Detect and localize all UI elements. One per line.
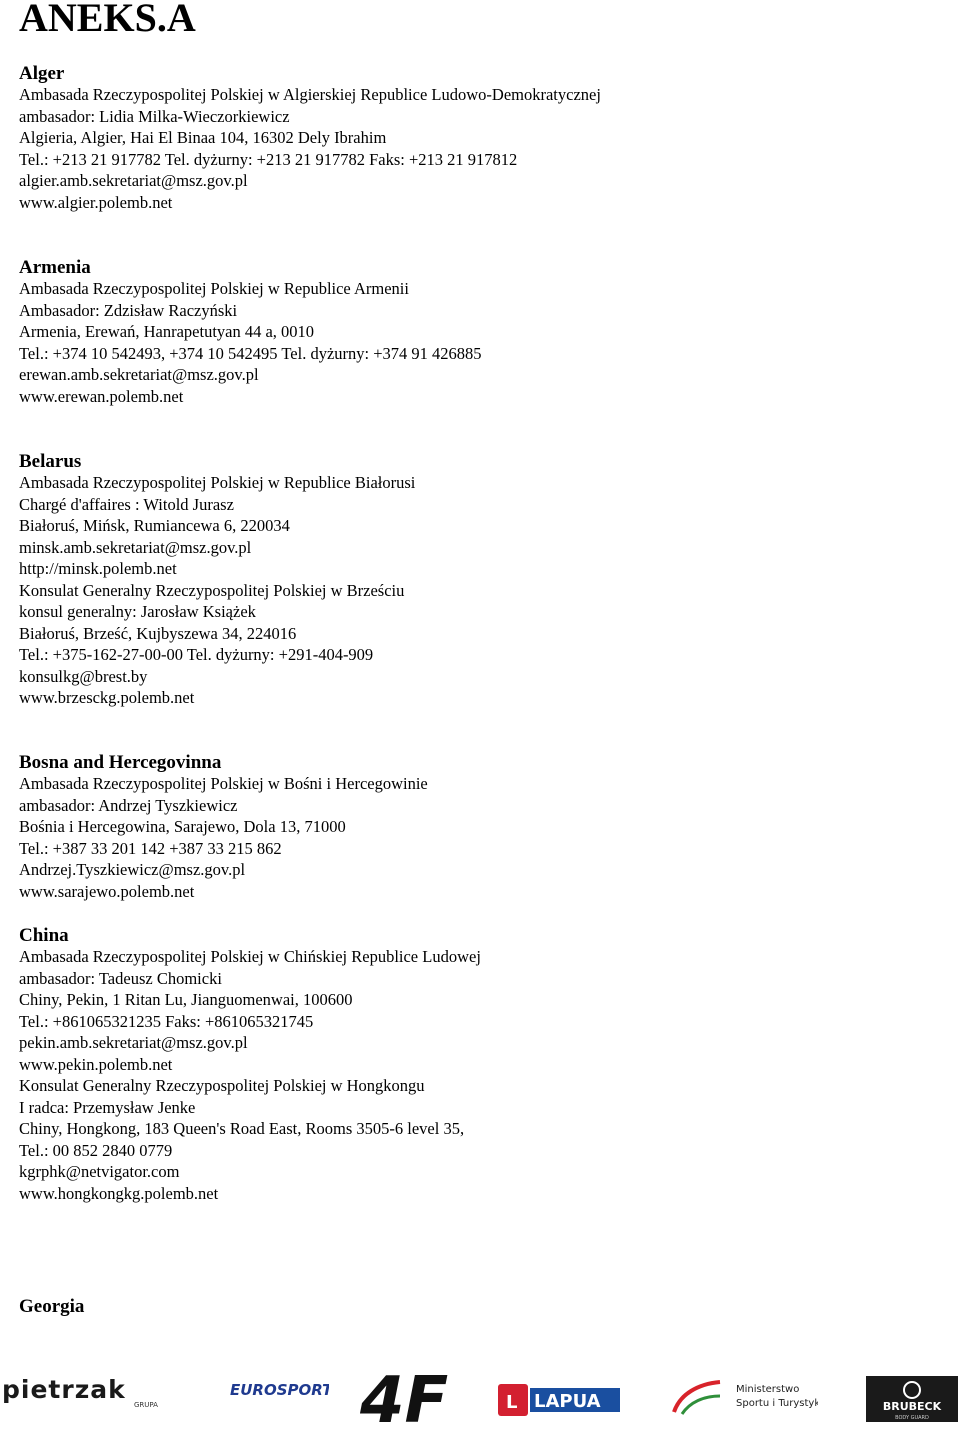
consulate-address: Chiny, Hongkong, 183 Queen's Road East, Rooms 3505-6 level 35, xyxy=(19,1119,465,1138)
svg-text:L: L xyxy=(506,1392,518,1413)
lapua-logo xyxy=(498,1380,622,1420)
consul-general: konsul generalny: Jarosław Książek xyxy=(19,602,256,621)
embassy-name: Ambasada Rzeczypospolitej Polskiej w Chińskiej Republice Ludowej xyxy=(19,947,481,966)
charge-daffaires: Chargé d'affaires : Witold Jurasz xyxy=(19,494,234,514)
ambassador: Ambasador: Zdzisław Raczyński xyxy=(19,300,238,320)
phone: Tel.: +374 10 542493, +374 10 542495 Tel. dyżurny: +374 91 426885 xyxy=(19,343,482,363)
ministry-name-line1: Ministerstwo xyxy=(736,1384,800,1395)
brubeck-wordmark: BRUBECK xyxy=(882,1400,942,1413)
4f-logo xyxy=(360,1362,465,1426)
section-alger xyxy=(19,63,939,213)
section-belarus xyxy=(19,451,939,709)
section-bosnia xyxy=(19,752,939,902)
consulate-email-link[interactable]: kgrphk@netvigator.com xyxy=(19,1162,180,1181)
email-link[interactable]: pekin.amb.sekretariat@msz.gov.pl xyxy=(19,1033,248,1052)
pietrzak-subtitle: GRUPA xyxy=(134,1401,158,1408)
consulate-email-link[interactable]: konsulkg@brest.by xyxy=(19,666,148,686)
website-link[interactable]: www.algier.polemb.net xyxy=(19,192,173,212)
section-china xyxy=(19,925,939,1204)
email-link[interactable]: algier.amb.sekretariat@msz.gov.pl xyxy=(19,171,248,190)
section-heading: Georgia xyxy=(19,1296,85,1317)
phone: Tel.: +213 21 917782 Tel. dyżurny: +213 21 917782 Faks: +213 21 917812 xyxy=(19,149,518,169)
section-armenia xyxy=(19,257,939,407)
pietrzak-wordmark: pietrzak xyxy=(2,1376,126,1404)
eurosport-logo xyxy=(229,1378,329,1400)
4f-wordmark: 4F xyxy=(360,1364,449,1426)
email-link[interactable]: erewan.amb.sekretariat@msz.gov.pl xyxy=(19,365,259,384)
section-heading: Alger xyxy=(19,63,65,84)
pietrzak-logo xyxy=(0,1376,180,1408)
section-heading: Bosna and Hercegovinna xyxy=(19,752,222,773)
page-title: ANEKS.A xyxy=(19,0,196,40)
ministry-logo xyxy=(668,1374,818,1418)
embassy-name: Ambasada Rzeczypospolitej Polskiej w Republice Armenii xyxy=(19,279,409,298)
ambassador: ambasador: Lidia Milka-Wieczorkiewicz xyxy=(19,106,290,126)
website-link[interactable]: www.erewan.polemb.net xyxy=(19,386,184,406)
consulate-website-link[interactable]: www.hongkongkg.polemb.net xyxy=(19,1183,219,1203)
brubeck-logo xyxy=(866,1376,958,1422)
embassy-name: Ambasada Rzeczypospolitej Polskiej w Algierskiej Republice Ludowo-Demokratycznej xyxy=(19,85,601,104)
website-link[interactable]: www.pekin.polemb.net xyxy=(19,1054,173,1074)
embassy-name: Ambasada Rzeczypospolitej Polskiej w Bośni i Hercegowinie xyxy=(19,774,428,793)
consulate-phone: Tel.: 00 852 2840 0779 xyxy=(19,1140,173,1160)
ministry-name-line2: Sportu i Turystyki xyxy=(736,1398,818,1409)
ambassador: ambasador: Andrzej Tyszkiewicz xyxy=(19,795,238,815)
address: Białoruś, Mińsk, Rumiancewa 6, 220034 xyxy=(19,516,290,535)
consulate-address: Białoruś, Brześć, Kujbyszewa 34, 224016 xyxy=(19,623,297,643)
section-heading: China xyxy=(19,925,69,946)
ambassador: ambasador: Tadeusz Chomicki xyxy=(19,968,222,988)
website-link[interactable]: www.sarajewo.polemb.net xyxy=(19,881,195,901)
section-heading: Belarus xyxy=(19,451,82,472)
address: Chiny, Pekin, 1 Ritan Lu, Jianguomenwai, 100600 xyxy=(19,990,353,1009)
consulate-name: Konsulat Generalny Rzeczypospolitej Polskiej w Brześciu xyxy=(19,580,405,600)
sponsor-logos xyxy=(0,1362,960,1427)
phone: Tel.: +861065321235 Faks: +861065321745 xyxy=(19,1011,314,1031)
embassy-name: Ambasada Rzeczypospolitej Polskiej w Republice Białorusi xyxy=(19,473,416,492)
address: Armenia, Erewań, Hanrapetutyan 44 a, 0010 xyxy=(19,322,315,341)
address: Bośnia i Hercegowina, Sarajewo, Dola 13, 71000 xyxy=(19,817,346,836)
consulate-website-link[interactable]: www.brzesckg.polemb.net xyxy=(19,688,195,707)
eurosport-wordmark: EUROSPORT xyxy=(230,1381,329,1399)
brubeck-subtitle: BODY GUARD xyxy=(895,1415,929,1421)
email-link[interactable]: Andrzej.Tyszkiewicz@msz.gov.pl xyxy=(19,860,246,879)
section-georgia xyxy=(19,1296,939,1317)
address: Algieria, Algier, Hai El Binaa 104, 16302 Dely Ibrahim xyxy=(19,128,387,147)
consulate-phone: Tel.: +375-162-27-00-00 Tel. dyżurny: +291-404-909 xyxy=(19,645,374,664)
consulate-name: Konsulat Generalny Rzeczypospolitej Polskiej w Hongkongu xyxy=(19,1076,425,1095)
phone: Tel.: +387 33 201 142 +387 33 215 862 xyxy=(19,838,282,858)
section-heading: Armenia xyxy=(19,257,91,278)
lapua-wordmark: LAPUA xyxy=(534,1391,601,1412)
email-link[interactable]: minsk.amb.sekretariat@msz.gov.pl xyxy=(19,537,252,557)
website-link[interactable]: http://minsk.polemb.net xyxy=(19,559,177,578)
consul-counsellor: I radca: Przemysław Jenke xyxy=(19,1097,196,1117)
